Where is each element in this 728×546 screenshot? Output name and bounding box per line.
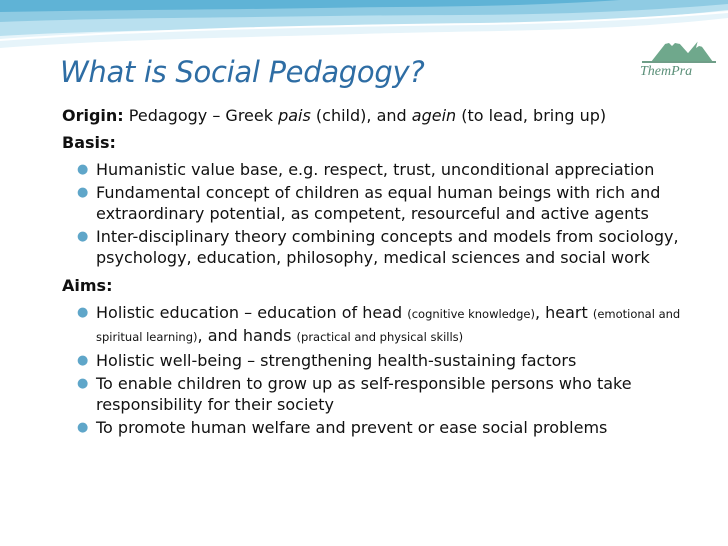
origin-paragraph <box>62 105 712 126</box>
bullet-icon: ● <box>77 229 89 244</box>
bullet-icon: ● <box>77 420 89 435</box>
bullet-icon: ● <box>77 305 89 320</box>
basis-heading <box>62 132 712 153</box>
list-item: ● To enable children to grow up as self-responsible persons who take responsibility for their society <box>77 374 632 414</box>
slide-content <box>62 105 712 445</box>
list-item: ● Inter-disciplinary theory combining concepts and models from sociology, psychology, education, philosophy, medical sciences and social work <box>77 227 679 267</box>
aims-list <box>62 302 712 438</box>
themepra-logo <box>636 16 720 78</box>
list-item: ● Fundamental concept of children as equal human beings with rich and extraordinary potential, as competent, resourceful and active agents <box>77 183 661 223</box>
basis-label: Basis: <box>62 133 116 152</box>
list-item: ● Humanistic value base, e.g. respect, trust, unconditional appreciation <box>77 160 655 179</box>
mountain-logo-icon <box>636 16 720 78</box>
bullet-icon: ● <box>77 162 89 177</box>
origin-agein: agein <box>411 106 457 125</box>
aims-label: Aims: <box>62 276 113 295</box>
list-item: ● Holistic well-being – strengthening health-sustaining factors <box>77 351 577 370</box>
basis-list <box>62 159 712 268</box>
list-item: ● Holistic education – education of head (cognitive knowledge), heart (emotional and spiritual learning), and hands (practical and physical skills) <box>77 303 681 345</box>
origin-text-2: (child), and <box>310 106 412 125</box>
header-banner <box>0 0 728 60</box>
list-item: ● To promote human welfare and prevent or ease social problems <box>77 418 608 437</box>
bullet-icon: ● <box>77 376 89 391</box>
origin-label: Origin: <box>62 106 124 125</box>
origin-text-3: (to lead, bring up) <box>456 106 607 125</box>
origin-text-1: Pedagogy – Greek <box>128 106 279 125</box>
origin-pais: pais <box>278 106 311 125</box>
slide-title: What is Social Pedagogy? <box>60 55 425 89</box>
logo-text: ThemPra <box>640 64 693 78</box>
aims-heading <box>62 275 712 296</box>
bullet-icon: ● <box>77 353 89 368</box>
bullet-icon: ● <box>77 185 89 200</box>
